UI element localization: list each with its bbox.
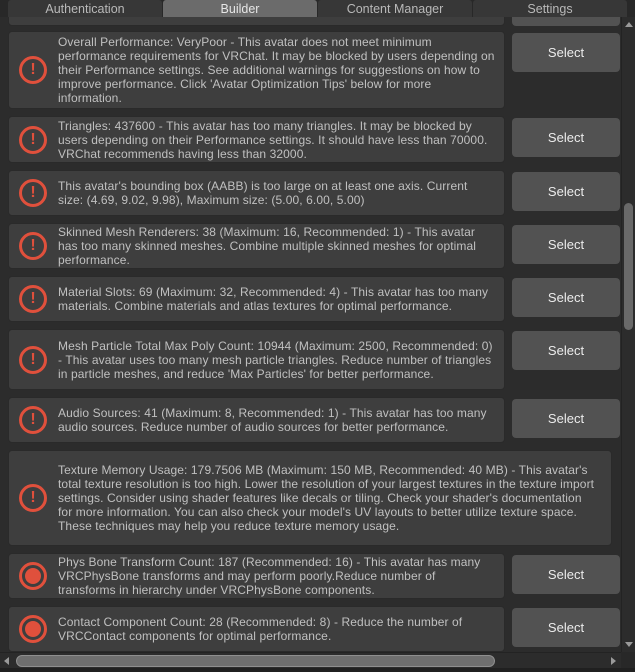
tab-settings[interactable]: Settings (473, 0, 627, 17)
tab-authentication[interactable]: Authentication (8, 0, 162, 17)
warning-row-texture-memory (8, 450, 621, 546)
error-icon: ! (19, 484, 47, 512)
warning-message-box (8, 170, 505, 216)
warning-message-box (8, 606, 505, 652)
horizontal-scrollbar[interactable] (0, 652, 621, 668)
select-button[interactable]: Select (512, 399, 620, 438)
select-button-partial[interactable] (512, 17, 620, 26)
warning-message-box (8, 553, 505, 599)
warning-text: Contact Component Count: 28 (Recommended: 8) - Reduce the number of VRCContact components for optimal performance. (58, 615, 463, 643)
warning-text: Texture Memory Usage: 179.7506 MB (Maximum: 150 MB, Recommended: 40 MB) - This avatar's total texture resolution is too high. Lower the resolution of your largest textures in the texture import settings. Consider using shader features like decals or tiling. Check your shader's documentation for more information. You can also check your model's UV layouts to better utilize texture space. These techniques may help you reduce texture memory usage. (58, 463, 595, 533)
tab-bar (0, 0, 635, 18)
window-bottom-edge (0, 668, 635, 672)
error-icon: ! (19, 232, 47, 260)
select-button[interactable]: Select (512, 608, 620, 647)
warning-text: This avatar's bounding box (AABB) is too large on at least one axis. Current size: (4.69, 9.02, 9.98), Maximum size: (5.00, 6.00, 5.00) (58, 179, 468, 207)
select-button[interactable]: Select (512, 225, 620, 264)
select-button[interactable]: Select (512, 118, 620, 157)
warning-text: Overall Performance: VeryPoor - This avatar does not meet minimum performance requirements for VRChat. It may be blocked by users depending on their Performance settings. See additional warnings for suggestions on how to improve performance. Click 'Avatar Optimization Tips' below for more information. (58, 35, 495, 105)
warning-row-triangles (8, 116, 621, 163)
error-icon: ! (19, 406, 47, 434)
warning-message-box (8, 223, 505, 269)
warning-row-mesh-particle-poly-count (8, 329, 621, 390)
scroll-down-arrow-icon[interactable] (625, 642, 633, 647)
select-button[interactable]: Select (512, 33, 620, 72)
warning-row-material-slots (8, 276, 621, 322)
warning-message-box (8, 450, 612, 546)
warning-row-overall-performance (8, 31, 621, 109)
error-icon: ! (19, 126, 47, 154)
warning-text: Phys Bone Transform Count: 187 (Recommended: 16) - This avatar has many VRCPhysBone transforms and may perform poorly.Reduce number of transforms in hierarchy under VRCPhysBone components. (58, 555, 481, 597)
error-icon: ! (19, 56, 47, 84)
scroll-right-arrow-icon[interactable] (611, 657, 616, 665)
warning-text: Material Slots: 69 (Maximum: 32, Recommended: 4) - This avatar has too many materials. Combine materials and atlas textures for optimal performance. (58, 285, 489, 313)
warning-row-bounding-box (8, 170, 621, 216)
tab-builder[interactable]: Builder (163, 0, 317, 17)
vertical-scrollbar[interactable] (621, 17, 635, 652)
warning-row-phys-bone-transforms (8, 553, 621, 599)
scroll-left-arrow-icon[interactable] (4, 657, 9, 665)
select-button[interactable]: Select (512, 331, 620, 370)
error-icon: ! (19, 179, 47, 207)
tab-content-manager[interactable]: Content Manager (318, 0, 472, 17)
builder-warning-list (0, 17, 621, 652)
warning-row-audio-sources (8, 397, 621, 443)
warning-row-contact-components (8, 606, 621, 652)
error-icon: ! (19, 285, 47, 313)
scroll-up-arrow-icon[interactable] (625, 22, 633, 27)
horizontal-scrollbar-thumb[interactable] (16, 655, 495, 667)
warning-text: Audio Sources: 41 (Maximum: 8, Recommended: 1) - This avatar has too many audio sources. Reduce number of audio sources for better performance. (58, 406, 487, 434)
warning-row-skinned-mesh-renderers (8, 223, 621, 269)
select-button[interactable]: Select (512, 278, 620, 317)
warning-icon (19, 562, 47, 590)
warning-icon (19, 615, 47, 643)
error-icon: ! (19, 346, 47, 374)
warning-text: Mesh Particle Total Max Poly Count: 10944 (Maximum: 2500, Recommended: 0) - This avatar uses too many mesh particle triangles. Reduce number of triangles in particle meshes, and reduce 'Max Particles' for better performance. (58, 338, 493, 381)
warning-text: Triangles: 437600 - This avatar has too many triangles. It may be blocked by users depending on their Performance settings. It should have less than 70000. VRChat recommends having less than 32000. (58, 118, 488, 161)
select-button[interactable]: Select (512, 555, 620, 594)
warning-row-partial (8, 18, 621, 26)
warning-message-box (8, 329, 505, 390)
warning-text: Skinned Mesh Renderers: 38 (Maximum: 16, Recommended: 1) - This avatar has too many skinned meshes. Combine multiple skinned meshes for optimal performance. (58, 225, 477, 267)
warning-message-box (8, 397, 505, 443)
warning-message-box-partial (8, 17, 505, 26)
vertical-scrollbar-thumb[interactable] (624, 203, 633, 330)
warning-message-box (8, 31, 505, 109)
select-button[interactable]: Select (512, 172, 620, 211)
warning-message-box (8, 276, 505, 322)
warning-message-box (8, 116, 505, 163)
